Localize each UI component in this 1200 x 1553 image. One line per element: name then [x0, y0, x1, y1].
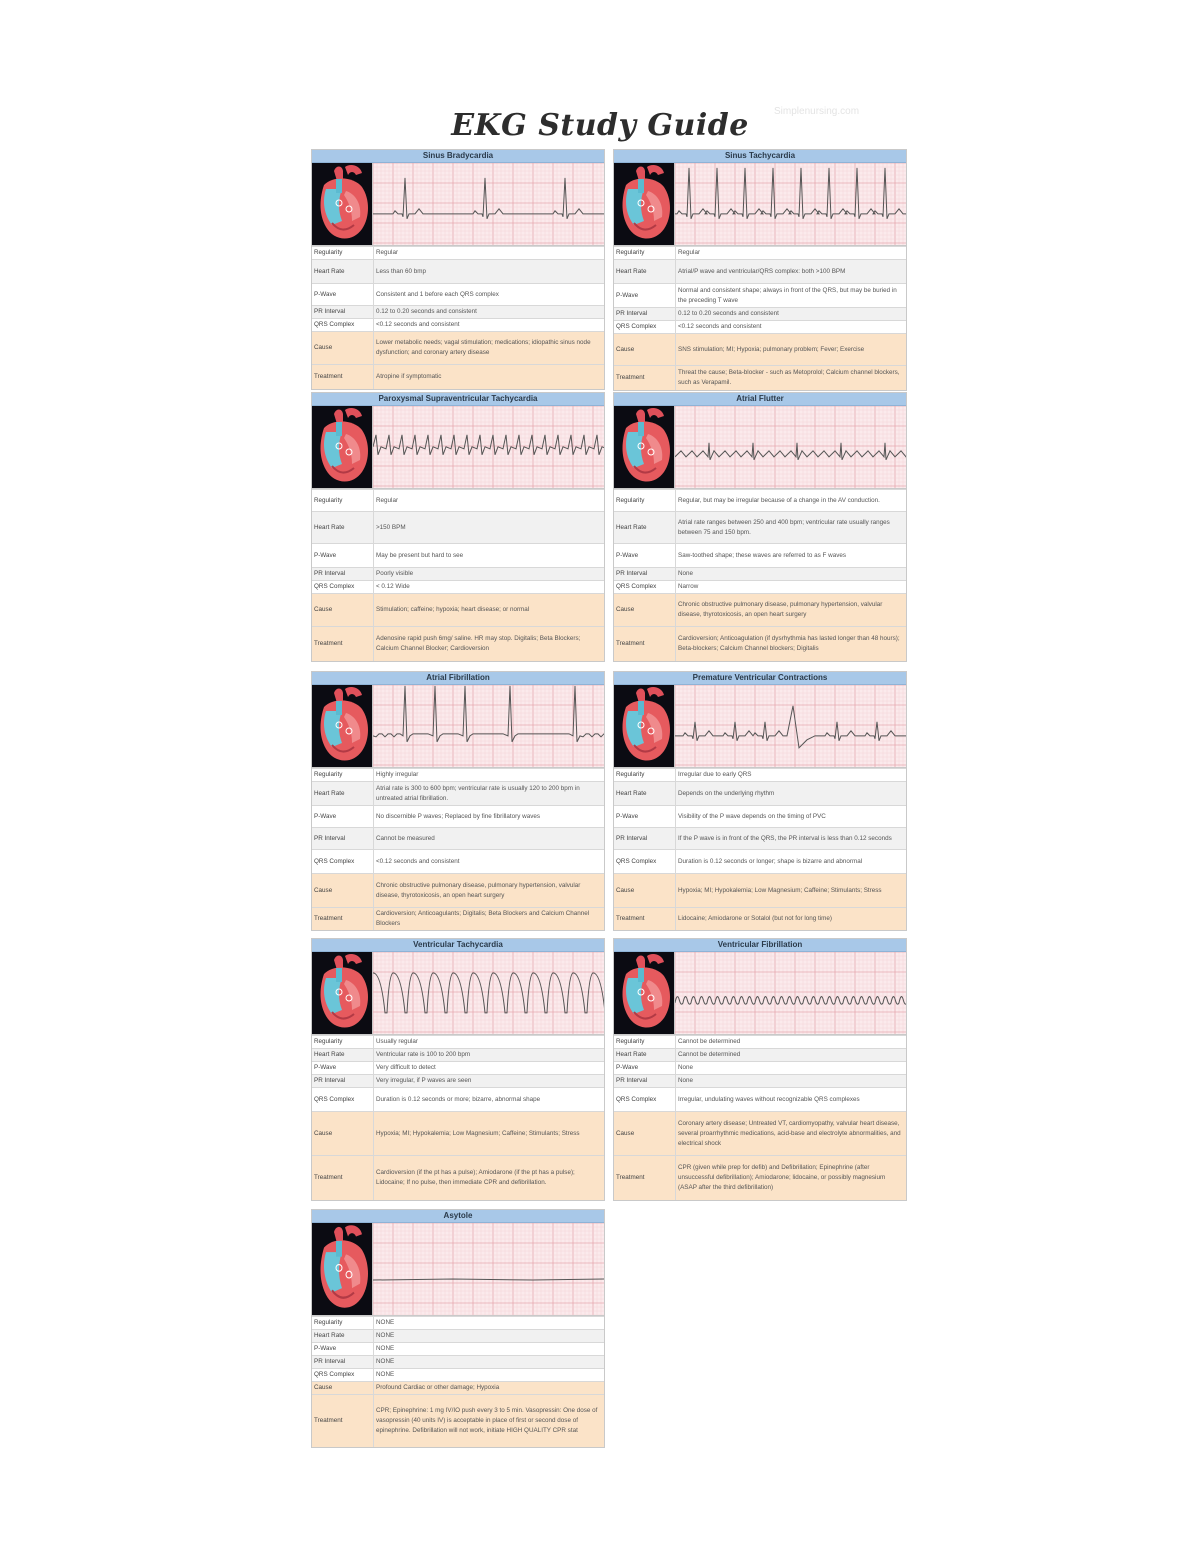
label-regularity: Regularity — [614, 490, 676, 512]
rhythm-card-atrial-flutter — [613, 392, 907, 662]
value-qrs-complex: <0.12 seconds and consistent — [374, 319, 605, 332]
label-qrs-complex: QRS Complex — [614, 1088, 676, 1112]
card-title: Ventricular Tachycardia — [312, 939, 604, 952]
label-p-wave: P-Wave — [312, 284, 374, 306]
value-pr-interval: None — [676, 1075, 907, 1088]
label-regularity: Regularity — [312, 1317, 374, 1330]
label-treatment: Treatment — [614, 1156, 676, 1200]
card-title: Sinus Bradycardia — [312, 150, 604, 163]
label-heart-rate: Heart Rate — [614, 260, 676, 284]
value-treatment: Atropine if symptomatic — [374, 365, 605, 389]
value-regularity: Regular — [374, 490, 605, 512]
label-heart-rate: Heart Rate — [312, 260, 374, 284]
label-pr-interval: PR Interval — [312, 306, 374, 319]
heart-illustration — [312, 163, 372, 245]
ekg-strip — [674, 952, 906, 1034]
value-p-wave: Saw-toothed shape; these waves are referred to as F waves — [676, 544, 907, 568]
value-regularity: Regular, but may be irregular because of a change in the AV conduction. — [676, 490, 907, 512]
label-pr-interval: PR Interval — [312, 828, 374, 850]
label-pr-interval: PR Interval — [312, 568, 374, 581]
rhythm-table — [312, 768, 604, 930]
value-treatment: Cardioversion; Anticoagulants; Digitalis; Beta Blockers and Calcium Channel Blockers — [374, 908, 605, 931]
value-qrs-complex: Irregular, undulating waves without recognizable QRS complexes — [676, 1088, 907, 1112]
card-title: Atrial Fibrillation — [312, 672, 604, 685]
value-treatment: CPR; Epinephrine: 1 mg IV/IO push every 3 to 5 min. Vasopressin: One dose of vasopressin (40 units IV) is acceptable in place of first or second dose of epinephrine. Defibrillation will not work, initiate HIGH QUALITY CPR stat — [374, 1395, 605, 1447]
value-heart-rate: NONE — [374, 1330, 605, 1343]
value-heart-rate: Atrial/P wave and ventricular/QRS complex: both >100 BPM — [676, 260, 907, 284]
label-heart-rate: Heart Rate — [614, 782, 676, 806]
rhythm-card-asystole — [311, 1209, 605, 1448]
value-cause: Lower metabolic needs; vagal stimulation; medications; idiopathic sinus node dysfunction; and coronary artery disease — [374, 332, 605, 365]
heart-illustration — [614, 685, 674, 767]
ekg-strip — [674, 163, 906, 245]
label-regularity: Regularity — [312, 490, 374, 512]
label-heart-rate: Heart Rate — [312, 782, 374, 806]
label-pr-interval: PR Interval — [312, 1356, 374, 1369]
label-heart-rate: Heart Rate — [312, 1049, 374, 1062]
label-cause: Cause — [312, 1112, 374, 1156]
label-qrs-complex: QRS Complex — [312, 581, 374, 594]
value-pr-interval: Very irregular, if P waves are seen — [374, 1075, 605, 1088]
value-heart-rate: Depends on the underlying rhythm — [676, 782, 907, 806]
label-qrs-complex: QRS Complex — [312, 850, 374, 874]
card-title: Premature Ventricular Contractions — [614, 672, 906, 685]
value-regularity: Regular — [676, 247, 907, 260]
label-treatment: Treatment — [614, 366, 676, 390]
value-qrs-complex: Duration is 0.12 seconds or longer; shape is bizarre and abnormal — [676, 850, 907, 874]
rhythm-table — [614, 489, 906, 661]
label-treatment: Treatment — [312, 365, 374, 389]
label-treatment: Treatment — [312, 627, 374, 661]
value-treatment: Threat the cause; Beta-blocker - such as Metoprolol; Calcium channel blockers, such as Verapamil. — [676, 366, 907, 390]
label-cause: Cause — [312, 1382, 374, 1395]
label-p-wave: P-Wave — [312, 544, 374, 568]
card-title: Atrial Flutter — [614, 393, 906, 406]
value-pr-interval: If the P wave is in front of the QRS, the PR interval is less than 0.12 seconds — [676, 828, 907, 850]
value-regularity: Irregular due to early QRS — [676, 769, 907, 782]
label-regularity: Regularity — [614, 1036, 676, 1049]
rhythm-card-sinus-tachycardia — [613, 149, 907, 391]
value-qrs-complex: < 0.12 Wide — [374, 581, 605, 594]
label-treatment: Treatment — [312, 1395, 374, 1447]
label-treatment: Treatment — [614, 627, 676, 661]
ekg-strip — [372, 1223, 604, 1315]
value-regularity: Regular — [374, 247, 605, 260]
label-regularity: Regularity — [614, 247, 676, 260]
value-regularity: Usually regular — [374, 1036, 605, 1049]
value-cause: Coronary artery disease; Untreated VT, cardiomyopathy, valvular heart disease, several proarrhythmic medications, acid-base and electrolyte abnormalities, and electrical shock — [676, 1112, 907, 1156]
label-cause: Cause — [614, 1112, 676, 1156]
rhythm-card-ventricular-tachycardia — [311, 938, 605, 1201]
rhythm-card-psvt — [311, 392, 605, 662]
heart-illustration — [614, 163, 674, 245]
value-p-wave: Normal and consistent shape; always in front of the QRS, but may be buried in the preceding T wave — [676, 284, 907, 308]
rhythm-card-atrial-fibrillation — [311, 671, 605, 931]
value-cause: Profound Cardiac or other damage; Hypoxia — [374, 1382, 605, 1395]
label-regularity: Regularity — [614, 769, 676, 782]
value-heart-rate: >150 BPM — [374, 512, 605, 544]
ekg-strip — [372, 406, 604, 488]
rhythm-table — [312, 489, 604, 661]
rhythm-table — [614, 246, 906, 390]
label-cause: Cause — [614, 594, 676, 627]
value-qrs-complex: <0.12 seconds and consistent — [374, 850, 605, 874]
label-qrs-complex: QRS Complex — [614, 850, 676, 874]
card-title: Paroxysmal Supraventricular Tachycardia — [312, 393, 604, 406]
label-p-wave: P-Wave — [614, 284, 676, 308]
value-cause: Hypoxia; MI; Hypokalemia; Low Magnesium; Caffeine; Stimulants; Stress — [374, 1112, 605, 1156]
label-regularity: Regularity — [312, 1036, 374, 1049]
heart-illustration — [312, 952, 372, 1034]
rhythm-table — [614, 768, 906, 930]
ekg-strip — [674, 685, 906, 767]
label-treatment: Treatment — [614, 908, 676, 930]
value-p-wave: Very difficult to detect — [374, 1062, 605, 1075]
value-p-wave: None — [676, 1062, 907, 1075]
ekg-strip — [372, 952, 604, 1034]
value-cause: Hypoxia; MI; Hypokalemia; Low Magnesium; Caffeine; Stimulants; Stress — [676, 874, 907, 908]
value-treatment: CPR (given while prep for defib) and Defibrillation; Epinephrine (after unsuccessful defibrillation); Amiodarone; lidocaine, or possibly magnesium (ASAP after the third defibrillation) — [676, 1156, 907, 1200]
card-title: Sinus Tachycardia — [614, 150, 906, 163]
value-treatment: Cardioversion (if the pt has a pulse); Amiodarone (if the pt has a pulse); Lidocaine; If no pulse, then immediate CPR and defibrillation. — [374, 1156, 605, 1200]
value-pr-interval: Poorly visible — [374, 568, 605, 581]
heart-illustration — [312, 406, 372, 488]
value-regularity: NONE — [374, 1317, 605, 1330]
value-cause: Chronic obstructive pulmonary disease, pulmonary hypertension, valvular disease, thyrotoxicosis, an open heart surgery — [676, 594, 907, 627]
value-p-wave: Visibility of the P wave depends on the timing of PVC — [676, 806, 907, 828]
rhythm-card-sinus-bradycardia — [311, 149, 605, 390]
label-p-wave: P-Wave — [312, 1343, 374, 1356]
rhythm-table — [312, 1316, 604, 1447]
label-heart-rate: Heart Rate — [312, 1330, 374, 1343]
label-p-wave: P-Wave — [614, 1062, 676, 1075]
value-p-wave: Consistent and 1 before each QRS complex — [374, 284, 605, 306]
label-qrs-complex: QRS Complex — [312, 319, 374, 332]
value-qrs-complex: Duration is 0.12 seconds or more; bizarre, abnormal shape — [374, 1088, 605, 1112]
label-qrs-complex: QRS Complex — [312, 1088, 374, 1112]
value-treatment: Adenosine rapid push 6mg/ saline. HR may stop. Digitalis; Beta Blockers; Calcium Channel Blocker; Cardioversion — [374, 627, 605, 661]
label-qrs-complex: QRS Complex — [312, 1369, 374, 1382]
label-qrs-complex: QRS Complex — [614, 581, 676, 594]
value-cause: SNS stimulation; MI; Hypoxia; pulmonary problem; Fever; Exercise — [676, 334, 907, 366]
value-cause: Chronic obstructive pulmonary disease, pulmonary hypertension, valvular disease, thyrotoxicosis, an open heart surgery — [374, 874, 605, 908]
rhythm-card-pvc — [613, 671, 907, 931]
heart-illustration — [312, 1223, 372, 1315]
ekg-strip — [372, 163, 604, 245]
heart-illustration — [312, 685, 372, 767]
value-heart-rate: Less than 60 bmp — [374, 260, 605, 284]
label-p-wave: P-Wave — [312, 1062, 374, 1075]
label-pr-interval: PR Interval — [614, 828, 676, 850]
value-p-wave: NONE — [374, 1343, 605, 1356]
label-regularity: Regularity — [312, 247, 374, 260]
value-pr-interval: None — [676, 568, 907, 581]
ekg-trace — [373, 1279, 604, 1280]
label-treatment: Treatment — [312, 908, 374, 931]
label-pr-interval: PR Interval — [614, 308, 676, 321]
label-p-wave: P-Wave — [312, 806, 374, 828]
label-heart-rate: Heart Rate — [614, 512, 676, 544]
label-cause: Cause — [312, 332, 374, 365]
value-p-wave: May be present but hard to see — [374, 544, 605, 568]
value-pr-interval: 0.12 to 0.20 seconds and consistent — [676, 308, 907, 321]
value-p-wave: No discernible P waves; Replaced by fine fibrillatory waves — [374, 806, 605, 828]
value-pr-interval: NONE — [374, 1356, 605, 1369]
label-cause: Cause — [614, 334, 676, 366]
value-pr-interval: Cannot be measured — [374, 828, 605, 850]
value-pr-interval: 0.12 to 0.20 seconds and consistent — [374, 306, 605, 319]
value-treatment: Lidocaine; Amiodarone or Sotalol (but not for long time) — [676, 908, 907, 930]
label-pr-interval: PR Interval — [312, 1075, 374, 1088]
label-heart-rate: Heart Rate — [312, 512, 374, 544]
ekg-strip — [674, 406, 906, 488]
value-heart-rate: Ventricular rate is 100 to 200 bpm — [374, 1049, 605, 1062]
label-regularity: Regularity — [312, 769, 374, 782]
card-title: Ventricular Fibrillation — [614, 939, 906, 952]
label-qrs-complex: QRS Complex — [614, 321, 676, 334]
rhythm-table — [312, 246, 604, 389]
value-regularity: Cannot be determined — [676, 1036, 907, 1049]
label-treatment: Treatment — [312, 1156, 374, 1200]
label-p-wave: P-Wave — [614, 544, 676, 568]
value-heart-rate: Atrial rate ranges between 250 and 400 bpm; ventricular rate usually ranges between 75 and 150 bpm. — [676, 512, 907, 544]
label-heart-rate: Heart Rate — [614, 1049, 676, 1062]
rhythm-table — [614, 1035, 906, 1200]
value-treatment: Cardioversion; Anticoagulation (if dysrhythmia has lasted longer than 48 hours); Beta-blockers; Calcium Channel blockers; Digitalis — [676, 627, 907, 661]
heart-illustration — [614, 406, 674, 488]
ekg-strip — [372, 685, 604, 767]
rhythm-card-ventricular-fibrillation — [613, 938, 907, 1201]
value-regularity: Highly irregular — [374, 769, 605, 782]
page-title: EKG Study Guide — [451, 108, 749, 143]
label-pr-interval: PR Interval — [614, 568, 676, 581]
value-qrs-complex: Narrow — [676, 581, 907, 594]
value-heart-rate: Atrial rate is 300 to 600 bpm; ventricular rate is usually 120 to 200 bpm in untreated atrial fibrillation. — [374, 782, 605, 806]
label-cause: Cause — [312, 874, 374, 908]
rhythm-table — [312, 1035, 604, 1200]
value-qrs-complex: <0.12 seconds and consistent — [676, 321, 907, 334]
value-qrs-complex: NONE — [374, 1369, 605, 1382]
watermark: Simplenursing.com — [774, 106, 860, 117]
value-cause: Stimulation; caffeine; hypoxia; heart disease; or normal — [374, 594, 605, 627]
value-heart-rate: Cannot be determined — [676, 1049, 907, 1062]
label-cause: Cause — [614, 874, 676, 908]
label-p-wave: P-Wave — [614, 806, 676, 828]
heart-illustration — [614, 952, 674, 1034]
card-title: Asytole — [312, 1210, 604, 1223]
label-pr-interval: PR Interval — [614, 1075, 676, 1088]
label-cause: Cause — [312, 594, 374, 627]
